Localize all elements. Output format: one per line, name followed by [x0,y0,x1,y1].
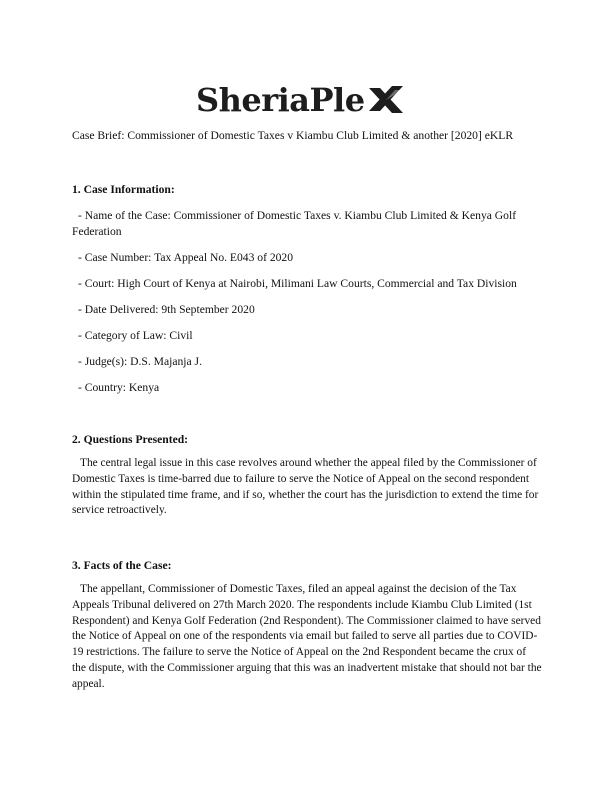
case-info-date: - Date Delivered: 9th September 2020 [78,303,255,316]
logo-wordmark: SheriaPle [196,81,365,119]
case-info-category: - Category of Law: Civil [78,329,193,342]
questions-presented-text: The central legal issue in this case revolves around whether the appeal filed by the Commissioner of Domestic Taxes is time-barred due to failure to serve the Notice of Appeal on the second respondent within the stipulated time frame, and if so, whether the court has the jurisdiction to extend the time for service retroactively. [72,457,539,517]
facts-text: The appellant, Commissioner of Domestic Taxes, filed an appeal against the decision of the Tax Appeals Tribunal delivered on 27th March 2020. The respondents include Kiambu Club Limited (1st Respondent) and Kenya Golf Federation (2nd Respondent). The Commissioner claimed to have served the Notice of Appeal on one of the respondents via email but failed to serve all parties due to COVID-19 restrictions. The failure to serve the Notice of Appeal on the 2nd Respondent became the crux of the dispute, with the Commissioner arguing that this was an inadvertent mistake that should not bar the appeal. [72,583,542,690]
logo-x-mark-icon [366,80,406,120]
case-info-country: - Country: Kenya [78,381,160,394]
document-title: Case Brief: Commissioner of Domestic Taxes v Kiambu Club Limited & another [2020] eKLR [72,129,514,142]
section-heading-questions-presented: 2. Questions Presented: [72,433,189,446]
case-info-court: - Court: High Court of Kenya at Nairobi, Milimani Law Courts, Commercial and Tax Division [78,277,517,290]
section-heading-facts: 3. Facts of the Case: [72,559,172,572]
case-info-judges: - Judge(s): D.S. Majanja J. [78,355,202,368]
case-info-number: - Case Number: Tax Appeal No. E043 of 2020 [78,251,294,264]
case-info-name: - Name of the Case: Commissioner of Domestic Taxes v. Kiambu Club Limited & Kenya Golf Federation [72,209,517,238]
section-heading-case-information: 1. Case Information: [72,183,175,196]
sheriaplex-logo [196,80,426,120]
